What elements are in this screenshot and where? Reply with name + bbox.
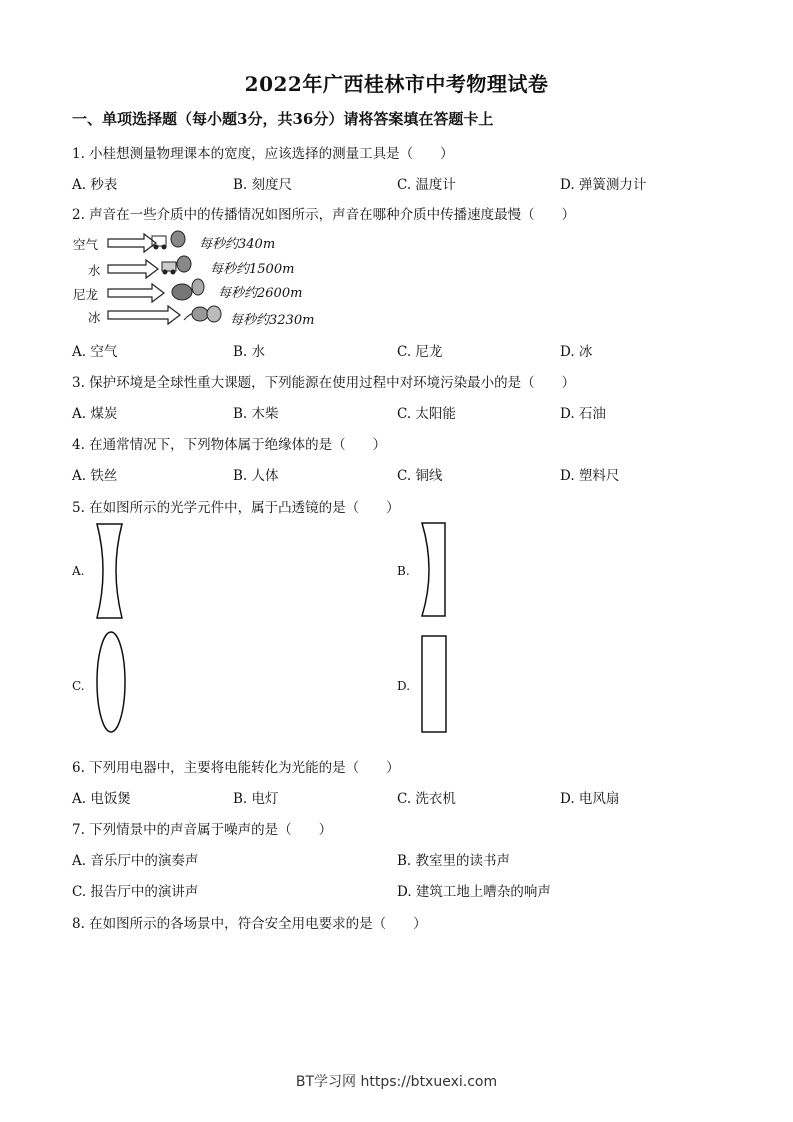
question-8-stem: 8. 在如图所示的各场景中，符合安全用电要求的是（ ） xyxy=(72,916,427,932)
q7-option-b[interactable]: B. 教室里的读书声 xyxy=(397,853,511,869)
convex-lens-icon[interactable] xyxy=(94,630,130,734)
q6-option-a[interactable]: A. 电饭煲 xyxy=(72,791,131,807)
footer-watermark[interactable]: BT学习网 https://btxuexi.com xyxy=(295,1074,498,1090)
q6-option-d[interactable]: D. 电风扇 xyxy=(560,791,620,807)
question-6-stem: 6. 下列用电器中，主要将电能转化为光能的是（ ） xyxy=(72,760,400,776)
q3-option-d[interactable]: D. 石油 xyxy=(560,406,606,422)
q5-option-a[interactable]: A. xyxy=(72,564,85,578)
glass-slab-icon[interactable] xyxy=(420,634,450,734)
plano-convex-lens-icon[interactable] xyxy=(418,520,454,620)
q7-option-a[interactable]: A. 音乐厅中的演奏声 xyxy=(72,853,199,869)
q2-option-b[interactable]: B. 水 xyxy=(233,344,266,360)
question-7-stem: 7. 下列情景中的声音属于噪声的是（ ） xyxy=(72,822,333,838)
question-3-stem: 3. 保护环境是全球性重大课题，下列能源在使用过程中对环境污染最小的是（ ） xyxy=(72,375,576,391)
q6-option-b[interactable]: B. 电灯 xyxy=(233,791,279,807)
speed-label-air: 每秒约340m xyxy=(199,237,276,252)
q4-option-d[interactable]: D. 塑料尺 xyxy=(560,468,620,484)
speed-label-nylon: 每秒约2600m xyxy=(218,286,303,301)
q2-option-c[interactable]: C. 尼龙 xyxy=(397,344,443,360)
question-2-stem: 2. 声音在一些介质中的传播情况如图所示，声音在哪种介质中传播速度最慢（ ） xyxy=(72,207,576,223)
arrow-icon xyxy=(108,260,158,278)
q2-option-d[interactable]: D. 冰 xyxy=(560,344,593,360)
concave-lens-icon[interactable] xyxy=(92,522,132,622)
q3-option-b[interactable]: B. 木柴 xyxy=(233,406,279,422)
arrow-icon xyxy=(108,234,156,252)
speed-label-water: 每秒约1500m xyxy=(210,262,295,277)
question-1-stem: 1. 小桂想测量物理课本的宽度，应该选择的测量工具是（ ） xyxy=(72,146,454,162)
q7-option-d[interactable]: D. 建筑工地上嘈杂的响声 xyxy=(397,884,551,900)
q4-option-b[interactable]: B. 人体 xyxy=(233,468,279,484)
q1-option-a[interactable]: A. 秒表 xyxy=(72,177,118,193)
q2-option-a[interactable]: A. 空气 xyxy=(72,344,118,360)
medium-label-water: 水 xyxy=(88,263,101,278)
q6-option-c[interactable]: C. 洗衣机 xyxy=(397,791,456,807)
q3-option-a[interactable]: A. 煤炭 xyxy=(72,406,118,422)
q1-option-c[interactable]: C. 温度计 xyxy=(397,177,456,193)
q3-option-c[interactable]: C. 太阳能 xyxy=(397,406,456,422)
page-title: 2022年广西桂林市中考物理试卷 xyxy=(244,72,549,96)
speed-label-ice: 每秒约3230m xyxy=(230,313,315,328)
q5-option-d[interactable]: D. xyxy=(397,679,411,693)
question-4-stem: 4. 在通常情况下，下列物体属于绝缘体的是（ ） xyxy=(72,437,387,453)
q4-option-c[interactable]: C. 铜线 xyxy=(397,468,443,484)
q7-option-c[interactable]: C. 报告厅中的演讲声 xyxy=(72,884,199,900)
medium-label-nylon: 尼龙 xyxy=(73,287,99,302)
q4-option-a[interactable]: A. 铁丝 xyxy=(72,468,118,484)
q1-option-b[interactable]: B. 刻度尺 xyxy=(233,177,293,193)
q5-option-b[interactable]: B. xyxy=(397,564,410,578)
arrow-icon xyxy=(108,284,164,302)
section-heading: 一、单项选择题（每小题3分，共36分）请将答案填在答题卡上 xyxy=(72,110,494,128)
q1-option-d[interactable]: D. 弹簧测力计 xyxy=(560,177,647,193)
medium-label-ice: 冰 xyxy=(88,310,101,325)
q5-option-c[interactable]: C. xyxy=(72,679,85,693)
question-5-stem: 5. 在如图所示的光学元件中，属于凸透镜的是（ ） xyxy=(72,500,400,516)
arrow-icon xyxy=(108,306,180,324)
medium-label-air: 空气 xyxy=(73,237,99,252)
